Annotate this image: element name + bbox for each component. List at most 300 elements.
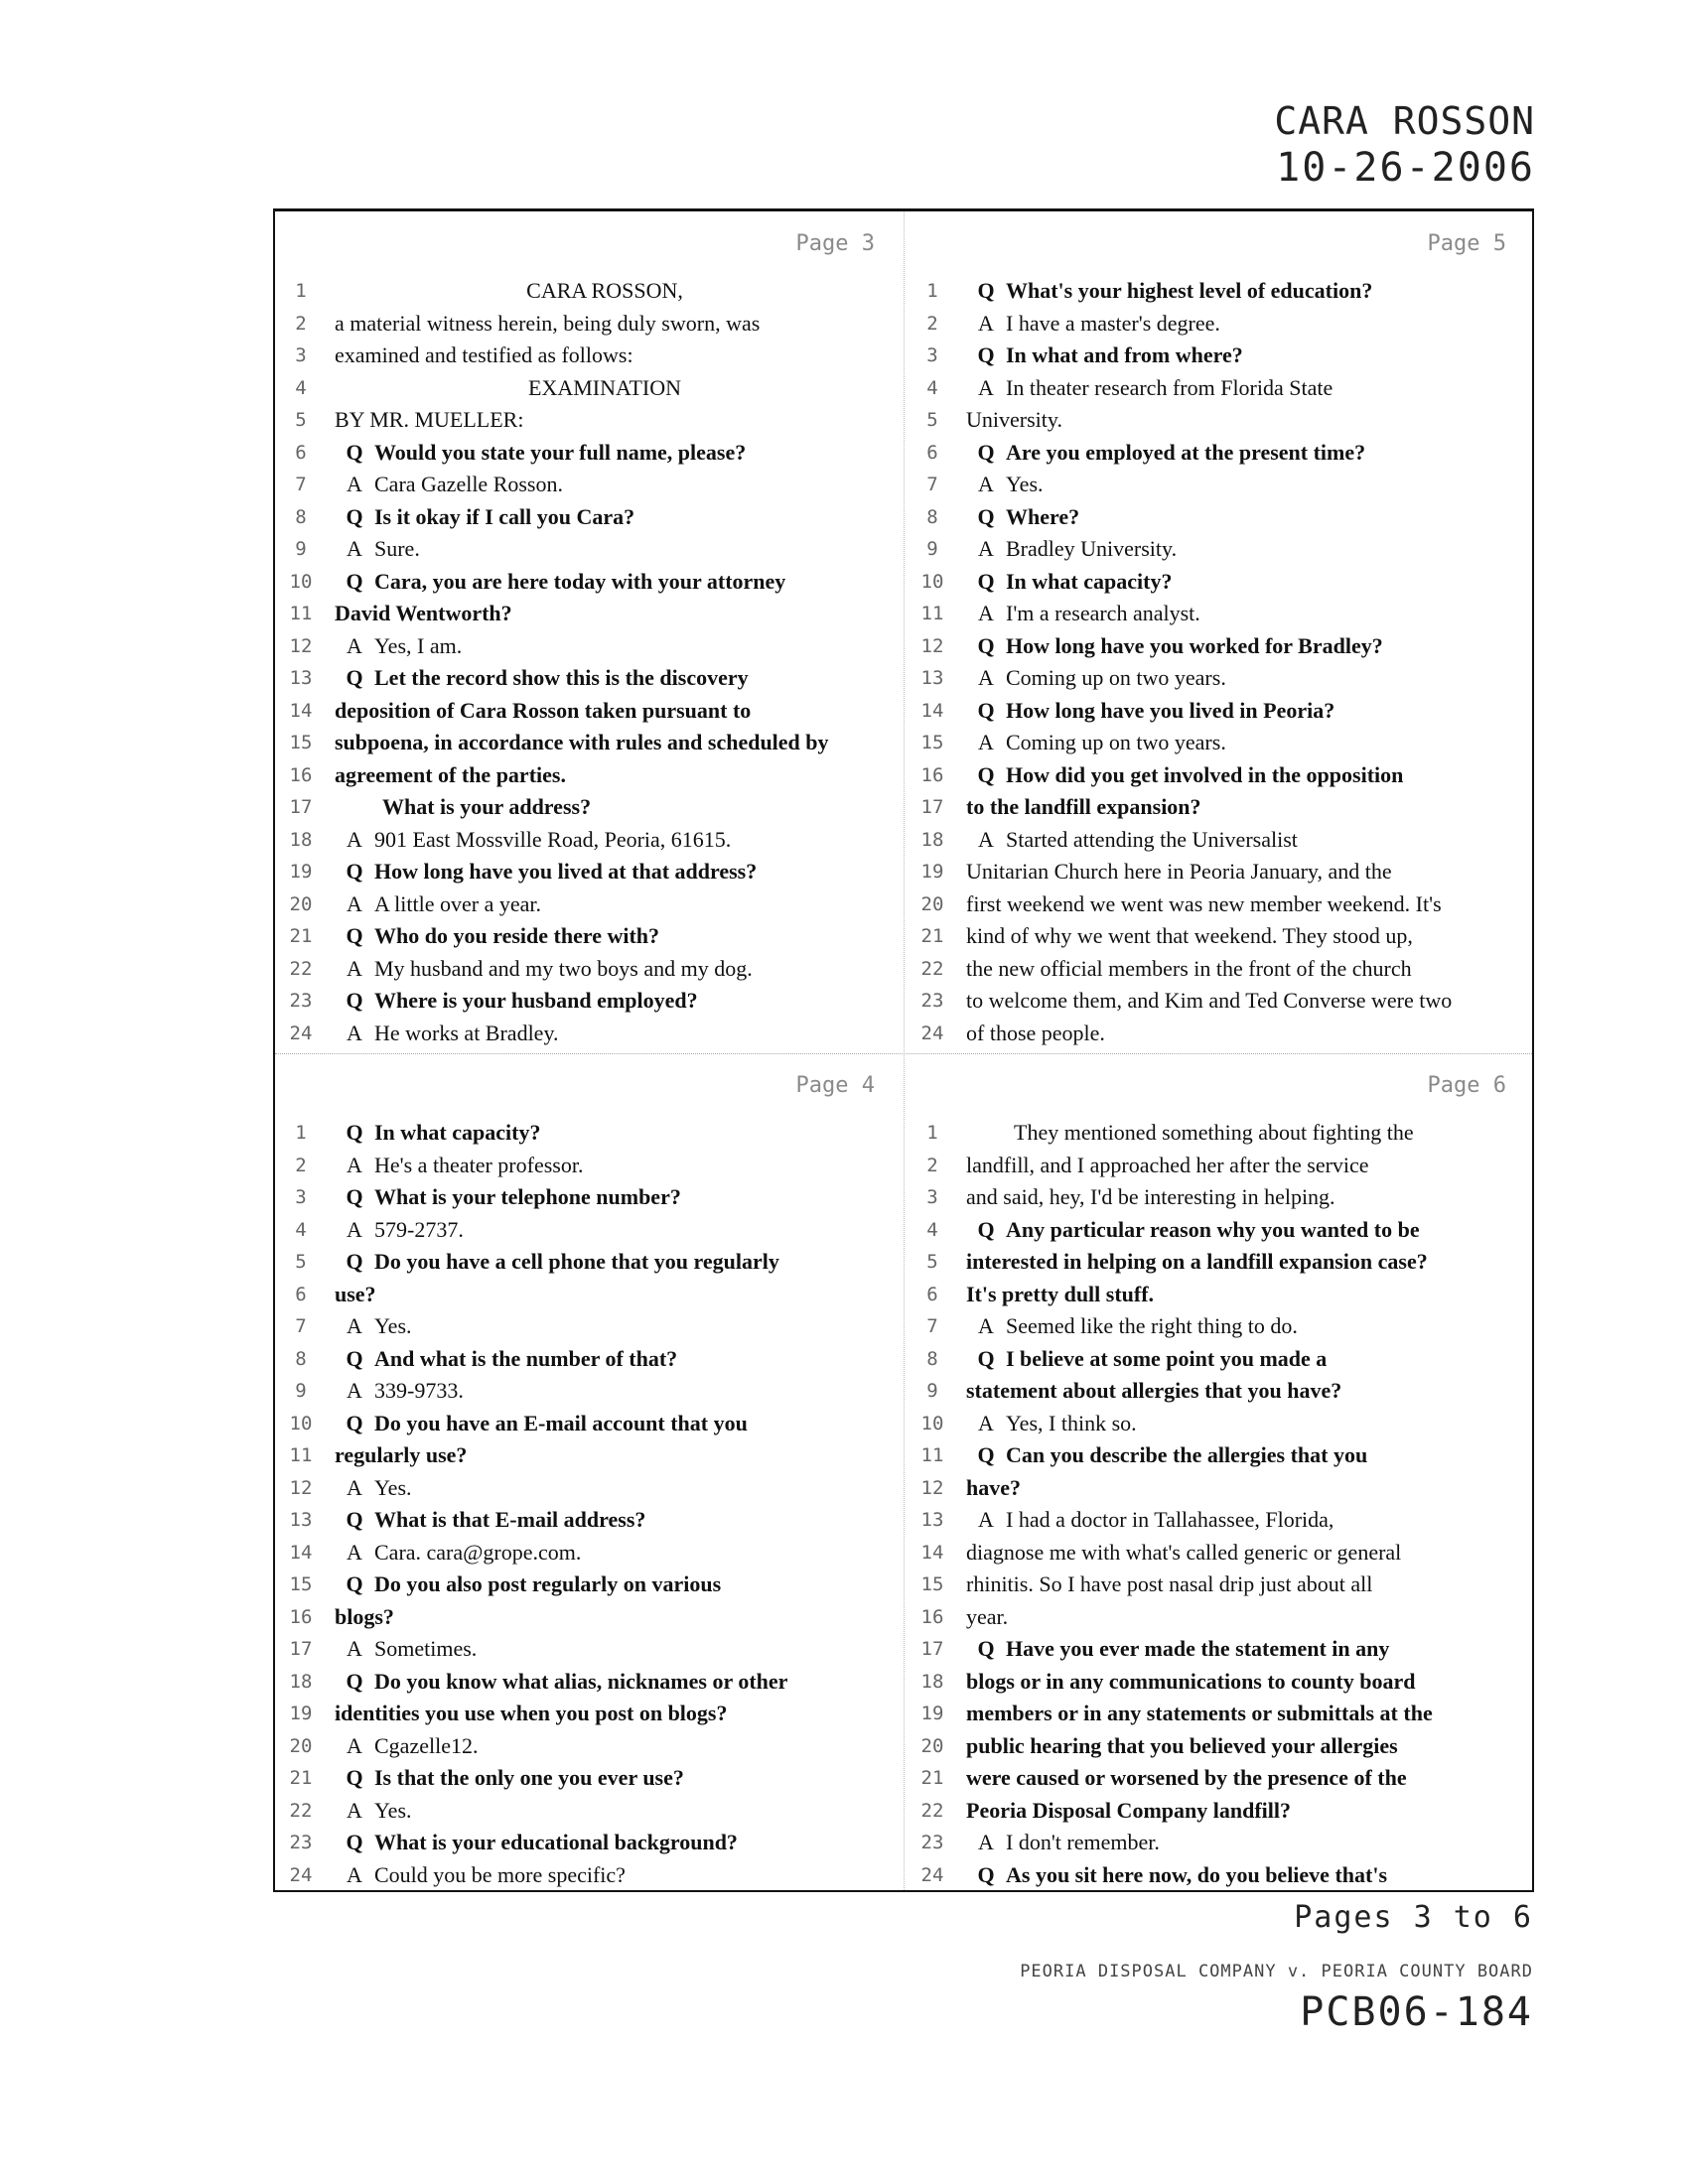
line-number: 3 xyxy=(295,1186,307,1208)
answer-marker: A xyxy=(978,374,994,400)
line-content: In what capacity? xyxy=(1006,568,1173,594)
line-text xyxy=(966,1762,1516,1795)
line-content: Yes. xyxy=(374,1797,412,1823)
line-number: 5 xyxy=(295,1251,307,1273)
line-text xyxy=(335,953,885,986)
transcript-line xyxy=(911,275,1516,308)
line-content: How long have you worked for Bradley? xyxy=(1006,632,1383,658)
transcript-line xyxy=(911,1537,1516,1570)
transcript-line xyxy=(911,1504,1516,1537)
transcript-line xyxy=(911,1279,1516,1311)
line-number: 4 xyxy=(295,1218,307,1241)
line-text xyxy=(335,1439,885,1472)
line-text xyxy=(335,1181,885,1214)
transcript-line xyxy=(279,630,885,663)
answer-marker: A xyxy=(347,632,362,658)
line-number: 18 xyxy=(920,1670,944,1693)
line-content: regularly use? xyxy=(335,1442,468,1467)
transcript-line xyxy=(911,1439,1516,1472)
line-text xyxy=(335,340,885,372)
transcript-line xyxy=(911,1472,1516,1505)
line-content: In what capacity? xyxy=(374,1120,541,1145)
line-number: 1 xyxy=(295,1122,307,1144)
line-content: Have you ever made the statement in any xyxy=(1006,1636,1390,1661)
line-content: And what is the number of that? xyxy=(374,1345,678,1371)
answer-marker: A xyxy=(347,1378,362,1403)
line-content: What is your educational background? xyxy=(374,1830,738,1854)
column-divider xyxy=(904,211,905,1890)
line-text xyxy=(335,1537,885,1570)
line-text xyxy=(966,1730,1516,1763)
transcript-line xyxy=(279,1150,885,1182)
transcript-line xyxy=(279,1117,885,1150)
line-content: EXAMINATION xyxy=(528,374,681,400)
line-content: What is that E-mail address? xyxy=(374,1507,646,1532)
answer-marker: A xyxy=(347,890,362,916)
transcript-line xyxy=(279,275,885,308)
line-content: the new official members in the front of the church xyxy=(966,955,1412,981)
transcript-line xyxy=(279,1666,885,1699)
line-content: Coming up on two years. xyxy=(1006,665,1226,690)
line-text xyxy=(335,404,885,437)
line-text xyxy=(966,1859,1516,1892)
line-text xyxy=(335,1343,885,1376)
transcript-line xyxy=(279,1633,885,1666)
line-content: year. xyxy=(966,1603,1009,1629)
line-number: 16 xyxy=(920,1605,944,1628)
transcript-line xyxy=(911,437,1516,470)
line-content: Where? xyxy=(1006,503,1080,529)
line-text xyxy=(325,275,885,308)
line-text xyxy=(966,1504,1516,1537)
transcript-line xyxy=(911,598,1516,630)
line-content: In theater research from Florida State xyxy=(1006,374,1333,400)
answer-marker: A xyxy=(978,601,994,625)
answer-marker: A xyxy=(347,1152,362,1177)
line-content: rhinitis. So I have post nasal drip just about all xyxy=(966,1571,1373,1596)
question-marker: Q xyxy=(977,1442,995,1467)
answer-marker: A xyxy=(347,1020,362,1045)
line-text xyxy=(966,1375,1516,1408)
page-label: Page 5 xyxy=(1427,231,1506,256)
line-content: landfill, and I approached her after the service xyxy=(966,1152,1369,1177)
line-content: kind of why we went that weekend. They stood up, xyxy=(966,923,1413,948)
line-content: Sometimes. xyxy=(374,1636,478,1661)
line-text xyxy=(966,308,1516,341)
line-number: 19 xyxy=(289,861,313,883)
line-text xyxy=(335,1795,885,1828)
line-content: How long have you lived in Peoria? xyxy=(1006,697,1335,723)
line-text xyxy=(966,1795,1516,1828)
transcript-line xyxy=(911,1246,1516,1279)
line-text xyxy=(335,856,885,888)
line-number: 20 xyxy=(920,892,944,915)
line-number: 1 xyxy=(926,280,938,302)
answer-marker: A xyxy=(347,536,362,561)
transcript-line xyxy=(911,1150,1516,1182)
line-number: 11 xyxy=(289,1444,313,1466)
line-content: How did you get involved in the opposition xyxy=(1006,761,1404,787)
transcript-line xyxy=(279,824,885,857)
answer-marker: A xyxy=(978,826,994,852)
line-content: In what and from where? xyxy=(1006,342,1243,367)
answer-marker: A xyxy=(347,1732,362,1758)
line-text xyxy=(335,630,885,663)
answer-marker: A xyxy=(978,1313,994,1338)
line-content: I have a master's degree. xyxy=(1006,310,1220,336)
line-text xyxy=(335,662,885,695)
transcript-line xyxy=(911,1633,1516,1666)
question-marker: Q xyxy=(346,1507,363,1532)
answer-marker: A xyxy=(347,1797,362,1823)
transcript-line xyxy=(911,1117,1516,1150)
line-text xyxy=(335,1310,885,1343)
answer-marker: A xyxy=(347,1539,362,1565)
answer-marker: A xyxy=(978,730,994,754)
transcript-line xyxy=(279,533,885,566)
line-content: Let the record show this is the discovery xyxy=(374,665,749,690)
line-text xyxy=(335,695,885,728)
question-marker: Q xyxy=(346,665,363,690)
line-text xyxy=(966,598,1516,630)
line-number: 16 xyxy=(289,763,313,786)
line-content: CARA ROSSON, xyxy=(526,278,683,303)
line-content: Do you also post regularly on various xyxy=(374,1571,722,1596)
line-text xyxy=(335,598,885,630)
transcript-line xyxy=(279,1472,885,1505)
line-number: 4 xyxy=(926,376,938,399)
transcript-line xyxy=(279,1504,885,1537)
line-content: 901 East Mossville Road, Peoria, 61615. xyxy=(374,826,732,852)
question-marker: Q xyxy=(977,278,995,303)
line-number: 6 xyxy=(926,441,938,464)
transcript-line xyxy=(279,1762,885,1795)
line-text xyxy=(966,404,1516,437)
line-text xyxy=(335,566,885,599)
question-marker: Q xyxy=(977,568,995,594)
question-marker: Q xyxy=(977,1216,995,1242)
transcript-line xyxy=(911,985,1516,1018)
line-number: 2 xyxy=(926,1154,938,1176)
transcript-line xyxy=(279,1537,885,1570)
line-content: to the landfill expansion? xyxy=(966,794,1201,819)
transcript-page-4 xyxy=(279,1061,885,1895)
line-text xyxy=(335,1279,885,1311)
question-marker: Q xyxy=(346,1830,363,1854)
question-marker: Q xyxy=(346,1410,363,1435)
line-text xyxy=(335,501,885,534)
line-text xyxy=(966,275,1516,308)
line-number: 1 xyxy=(295,280,307,302)
line-text xyxy=(335,308,885,341)
question-marker: Q xyxy=(346,988,363,1013)
line-text xyxy=(966,1279,1516,1311)
line-text xyxy=(966,1408,1516,1440)
transcript-line xyxy=(911,953,1516,986)
line-content: He's a theater professor. xyxy=(374,1152,584,1177)
line-number: 5 xyxy=(926,1251,938,1273)
question-marker: Q xyxy=(346,923,363,948)
transcript-line xyxy=(911,1601,1516,1634)
transcript-line xyxy=(911,533,1516,566)
line-text xyxy=(966,1181,1516,1214)
line-content: What's your highest level of education? xyxy=(1006,278,1373,303)
line-text xyxy=(966,856,1516,888)
transcript-line xyxy=(279,372,885,405)
transcript-line xyxy=(911,1375,1516,1408)
question-marker: Q xyxy=(977,761,995,787)
transcript-line xyxy=(911,501,1516,534)
answer-marker: A xyxy=(978,472,994,496)
line-content: Is that the only one you ever use? xyxy=(374,1765,684,1790)
answer-marker: A xyxy=(347,472,362,496)
transcript-line xyxy=(911,1181,1516,1214)
line-number: 7 xyxy=(926,474,938,495)
line-number: 13 xyxy=(289,667,313,689)
line-number: 11 xyxy=(920,1444,944,1466)
line-text xyxy=(966,791,1516,824)
line-content: were caused or worsened by the presence of the xyxy=(966,1765,1407,1790)
line-content: Yes. xyxy=(1006,472,1044,496)
transcript-line xyxy=(279,501,885,534)
line-content: Cara Gazelle Rosson. xyxy=(374,472,563,496)
line-content: My husband and my two boys and my dog. xyxy=(374,955,753,981)
line-content: deposition of Cara Rosson taken pursuant to xyxy=(335,697,752,723)
transcript-line xyxy=(911,791,1516,824)
line-content: of those people. xyxy=(966,1020,1105,1045)
line-number: 12 xyxy=(920,1476,944,1499)
page-lines xyxy=(911,1117,1516,1891)
line-number: 2 xyxy=(926,312,938,335)
transcript-line xyxy=(911,630,1516,663)
line-number: 12 xyxy=(289,1476,313,1499)
line-content: Do you have an E-mail account that you xyxy=(374,1410,748,1435)
transcript-line xyxy=(279,1343,885,1376)
line-content: Do you know what alias, nicknames or other xyxy=(374,1668,788,1694)
line-text xyxy=(335,759,885,792)
line-number: 21 xyxy=(289,1767,313,1789)
line-content: have? xyxy=(966,1474,1021,1500)
line-number: 5 xyxy=(926,409,938,431)
line-content: Do you have a cell phone that you regularly xyxy=(374,1249,779,1274)
pages-range: Pages 3 to 6 xyxy=(1294,1900,1533,1935)
transcript-line xyxy=(911,1795,1516,1828)
transcript-line xyxy=(279,1246,885,1279)
line-text xyxy=(966,662,1516,695)
line-number: 16 xyxy=(289,1605,313,1628)
transcript-line xyxy=(279,1439,885,1472)
line-number: 8 xyxy=(926,505,938,528)
line-text xyxy=(966,759,1516,792)
line-content: I'm a research analyst. xyxy=(1006,601,1200,625)
line-number: 8 xyxy=(295,505,307,528)
line-content: Peoria Disposal Company landfill? xyxy=(966,1797,1291,1823)
line-number: 14 xyxy=(920,1541,944,1564)
answer-marker: A xyxy=(978,665,994,690)
line-number: 3 xyxy=(295,344,307,366)
line-number: 17 xyxy=(920,1638,944,1660)
line-number: 22 xyxy=(920,1799,944,1822)
line-text xyxy=(966,1633,1516,1666)
transcript-line xyxy=(279,437,885,470)
line-number: 16 xyxy=(920,763,944,786)
line-text xyxy=(966,1439,1516,1472)
answer-marker: A xyxy=(347,1313,362,1338)
line-text xyxy=(335,1472,885,1505)
transcript-line xyxy=(279,727,885,759)
line-number: 19 xyxy=(920,861,944,883)
line-text xyxy=(966,1698,1516,1730)
transcript-line xyxy=(279,1018,885,1050)
question-marker: Q xyxy=(977,1861,995,1887)
line-content: Yes, I think so. xyxy=(1006,1410,1137,1435)
transcript-line xyxy=(279,1569,885,1601)
line-content: As you sit here now, do you believe that's xyxy=(1006,1861,1388,1887)
question-marker: Q xyxy=(977,439,995,465)
line-text xyxy=(966,1246,1516,1279)
transcript-line xyxy=(911,1762,1516,1795)
line-text xyxy=(335,1698,885,1730)
line-text xyxy=(325,372,885,405)
line-content: blogs or in any communications to county board xyxy=(966,1668,1416,1694)
line-text xyxy=(966,1601,1516,1634)
line-text xyxy=(335,1730,885,1763)
transcript-line xyxy=(279,566,885,599)
line-number: 19 xyxy=(289,1703,313,1724)
line-number: 12 xyxy=(920,634,944,657)
transcript-line xyxy=(279,953,885,986)
transcript-line xyxy=(911,1214,1516,1247)
line-text xyxy=(966,533,1516,566)
line-content: They mentioned something about fighting the xyxy=(1014,1120,1414,1145)
question-marker: Q xyxy=(346,439,363,465)
line-number: 17 xyxy=(920,796,944,818)
line-number: 18 xyxy=(289,828,313,851)
line-text xyxy=(966,1569,1516,1601)
line-number: 24 xyxy=(920,1863,944,1886)
question-marker: Q xyxy=(346,568,363,594)
line-text xyxy=(335,824,885,857)
transcript-line xyxy=(911,920,1516,953)
line-number: 20 xyxy=(289,1734,313,1757)
line-text xyxy=(966,727,1516,759)
line-content: members or in any statements or submittals at the xyxy=(966,1701,1433,1725)
line-content: Cara, you are here today with your attorney xyxy=(374,568,786,594)
line-text xyxy=(966,469,1516,501)
transcript-line xyxy=(279,662,885,695)
deposition-date: 10-26-2006 xyxy=(1276,145,1535,191)
line-number: 22 xyxy=(289,1799,313,1822)
transcript-line xyxy=(911,1408,1516,1440)
line-number: 17 xyxy=(289,796,313,818)
page-label: Page 4 xyxy=(795,1073,875,1098)
line-text xyxy=(966,630,1516,663)
question-marker: Q xyxy=(977,1636,995,1661)
line-text xyxy=(966,501,1516,534)
line-content: Can you describe the allergies that you xyxy=(1006,1442,1368,1467)
transcript-line xyxy=(279,759,885,792)
line-text xyxy=(966,1150,1516,1182)
line-text xyxy=(335,1408,885,1440)
line-number: 22 xyxy=(920,957,944,980)
transcript-line xyxy=(911,695,1516,728)
line-content: Yes. xyxy=(374,1474,412,1500)
line-content: How long have you lived at that address? xyxy=(374,859,758,884)
line-content: Unitarian Church here in Peoria January, and the xyxy=(966,859,1392,884)
line-text xyxy=(335,533,885,566)
transcript-line xyxy=(911,1827,1516,1859)
question-marker: Q xyxy=(346,1571,363,1596)
line-content: and said, hey, I'd be interesting in helping. xyxy=(966,1184,1335,1209)
line-number: 2 xyxy=(295,312,307,335)
answer-marker: A xyxy=(347,1216,362,1242)
transcript-line xyxy=(279,1698,885,1730)
question-marker: Q xyxy=(977,342,995,367)
line-text xyxy=(966,437,1516,470)
line-text xyxy=(966,340,1516,372)
line-text xyxy=(335,791,885,824)
line-number: 23 xyxy=(289,990,313,1012)
line-number: 23 xyxy=(289,1832,313,1853)
transcript-line xyxy=(911,888,1516,921)
answer-marker: A xyxy=(347,1636,362,1661)
line-number: 18 xyxy=(289,1670,313,1693)
line-text xyxy=(335,1150,885,1182)
line-number: 9 xyxy=(926,538,938,560)
line-number: 4 xyxy=(926,1218,938,1241)
line-number: 20 xyxy=(289,892,313,915)
line-number: 9 xyxy=(295,538,307,560)
line-content: I believe at some point you made a xyxy=(1006,1345,1328,1371)
question-marker: Q xyxy=(346,1120,363,1145)
line-text xyxy=(966,695,1516,728)
line-number: 10 xyxy=(289,570,313,593)
line-number: 9 xyxy=(926,1380,938,1402)
question-marker: Q xyxy=(977,632,995,658)
answer-marker: A xyxy=(978,1830,994,1854)
transcript-line xyxy=(911,824,1516,857)
line-text xyxy=(335,1666,885,1699)
line-text xyxy=(966,1827,1516,1859)
line-content: Seemed like the right thing to do. xyxy=(1006,1313,1298,1338)
line-text xyxy=(335,469,885,501)
transcript-line xyxy=(911,727,1516,759)
line-number: 13 xyxy=(920,1509,944,1531)
line-number: 14 xyxy=(289,1541,313,1564)
transcript-line xyxy=(911,1859,1516,1892)
transcript-line xyxy=(911,1310,1516,1343)
transcript-line xyxy=(911,1569,1516,1601)
line-content: to welcome them, and Kim and Ted Converse were two xyxy=(966,988,1453,1013)
page-lines xyxy=(911,275,1516,1049)
line-content: Cgazelle12. xyxy=(374,1732,479,1758)
question-marker: Q xyxy=(346,1765,363,1790)
transcript-line xyxy=(279,308,885,341)
answer-marker: A xyxy=(347,826,362,852)
line-number: 23 xyxy=(920,1832,944,1853)
transcript-line xyxy=(911,1018,1516,1050)
line-content: Cara. cara@grope.com. xyxy=(374,1539,582,1565)
line-number: 2 xyxy=(295,1154,307,1176)
answer-marker: A xyxy=(978,1507,994,1532)
line-content: Who do you reside there with? xyxy=(374,923,660,948)
transcript-line xyxy=(911,404,1516,437)
line-number: 15 xyxy=(920,1573,944,1595)
line-content: Is it okay if I call you Cara? xyxy=(374,503,635,529)
transcript-line xyxy=(279,1601,885,1634)
line-number: 24 xyxy=(289,1022,313,1044)
line-text xyxy=(335,1601,885,1634)
